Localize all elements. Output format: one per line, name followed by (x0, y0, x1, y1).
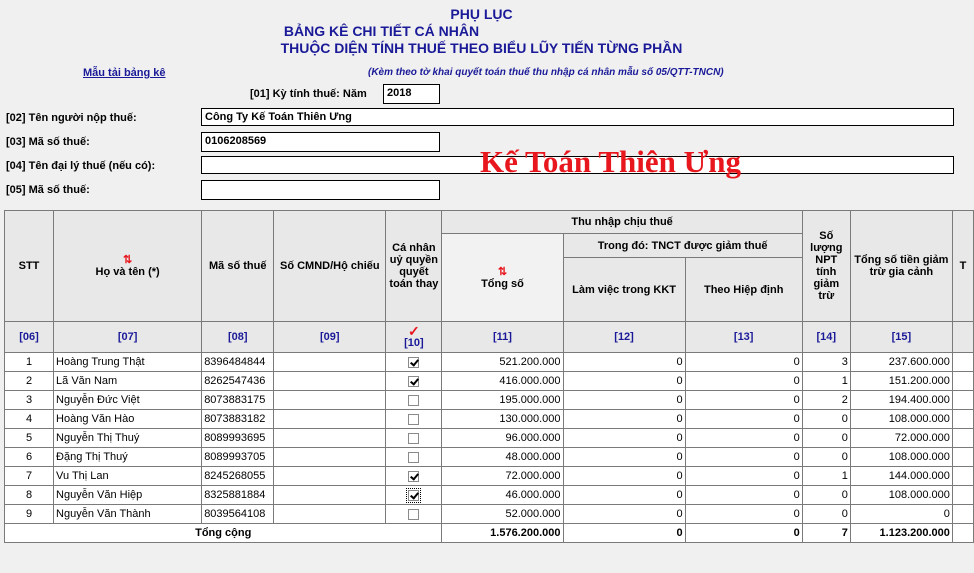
row-total-income[interactable]: 521.200.000 (442, 353, 563, 372)
row-deduction[interactable]: 72.000.000 (850, 429, 952, 448)
code-06: [06] (5, 322, 54, 353)
row-stt[interactable]: 6 (5, 448, 54, 467)
row-stt[interactable]: 3 (5, 391, 54, 410)
row-kkt[interactable]: 0 (563, 410, 685, 429)
authorized-checkbox[interactable] (408, 490, 419, 501)
row-id-number[interactable] (274, 467, 386, 486)
row-stt[interactable]: 7 (5, 467, 54, 486)
authorized-checkbox[interactable] (408, 376, 419, 387)
row-total-income[interactable]: 72.000.000 (442, 467, 563, 486)
taxcode-label: [03] Mã số thuế: (6, 136, 90, 148)
table-row[interactable] (5, 467, 974, 486)
row-id-number[interactable] (274, 372, 386, 391)
row-agreement[interactable]: 0 (685, 391, 802, 410)
row-extra (952, 486, 973, 505)
row-deduction[interactable]: 237.600.000 (850, 353, 952, 372)
authorized-checkbox[interactable] (408, 452, 419, 463)
form-note: (Kèm theo tờ khai quyết toán thuế thu nhập cá nhân mẫu số 05/QTT-TNCN) (368, 67, 724, 78)
row-authorized-checkbox (386, 391, 442, 410)
sort-icon[interactable]: ⇅ (497, 265, 508, 278)
row-dependents[interactable]: 0 (802, 486, 850, 505)
row-total-income[interactable]: 46.000.000 (442, 486, 563, 505)
table-row[interactable] (5, 486, 974, 505)
row-dependents[interactable]: 1 (802, 372, 850, 391)
period-year-input[interactable]: 2018 (383, 84, 440, 104)
code-08: [08] (202, 322, 274, 353)
row-total-income[interactable]: 195.000.000 (442, 391, 563, 410)
code-extra (952, 322, 973, 353)
row-extra (952, 429, 973, 448)
row-dependents[interactable]: 0 (802, 429, 850, 448)
title-detail-list: BẢNG KÊ CHI TIẾT CÁ NHÂN (283, 23, 480, 39)
code-14: [14] (802, 322, 850, 353)
row-agreement[interactable]: 0 (685, 467, 802, 486)
table-row[interactable] (5, 391, 974, 410)
tax-agent-label: [04] Tên đại lý thuế (nếu có): (6, 160, 156, 172)
total-kkt: 0 (563, 524, 685, 543)
authorized-checkbox[interactable] (408, 395, 419, 406)
total-label: Tổng cộng (5, 524, 442, 543)
row-agreement[interactable]: 0 (685, 448, 802, 467)
row-taxcode[interactable]: 8325881884 (202, 486, 274, 505)
row-kkt[interactable]: 0 (563, 448, 685, 467)
row-total-income[interactable]: 416.000.000 (442, 372, 563, 391)
row-deduction[interactable]: 0 (850, 505, 952, 524)
table-row[interactable] (5, 410, 974, 429)
row-kkt[interactable]: 0 (563, 467, 685, 486)
code-15: [15] (850, 322, 952, 353)
row-name[interactable]: Đặng Thị Thuý (54, 448, 202, 467)
row-extra (952, 448, 973, 467)
authorized-checkbox[interactable] (408, 414, 419, 425)
row-kkt[interactable]: 0 (563, 353, 685, 372)
row-id-number[interactable] (274, 448, 386, 467)
row-name[interactable]: Nguyễn Đức Việt (54, 391, 202, 410)
row-name[interactable]: Nguyễn Văn Hiệp (54, 486, 202, 505)
row-id-number[interactable] (274, 410, 386, 429)
header-reduced-income: Trong đó: TNCT được giảm thuế (563, 234, 802, 258)
row-kkt[interactable]: 0 (563, 372, 685, 391)
header-extra: T (952, 211, 973, 322)
header-taxable-income: Thu nhập chịu thuế (442, 211, 802, 234)
row-id-number[interactable] (274, 486, 386, 505)
row-deduction[interactable]: 108.000.000 (850, 410, 952, 429)
total-deduction: 1.123.200.000 (850, 524, 952, 543)
agent-taxcode-label: [05] Mã số thuế: (6, 184, 90, 196)
row-extra (952, 391, 973, 410)
authorized-checkbox[interactable] (408, 471, 419, 482)
row-authorized-checkbox (386, 353, 442, 372)
row-name[interactable]: Nguyễn Thị Thuý (54, 429, 202, 448)
row-id-number[interactable] (274, 505, 386, 524)
taxpayer-label: [02] Tên người nộp thuế: (6, 112, 137, 124)
header-authorized: Cá nhân uỷ quyền quyết toán thay (386, 211, 442, 322)
row-dependents[interactable]: 3 (802, 353, 850, 372)
row-dependents[interactable]: 2 (802, 391, 850, 410)
row-taxcode[interactable]: 8089993705 (202, 448, 274, 467)
row-taxcode[interactable]: 8262547436 (202, 372, 274, 391)
row-name[interactable]: Hoàng Văn Hào (54, 410, 202, 429)
table-row[interactable] (5, 505, 974, 524)
row-authorized-checkbox (386, 429, 442, 448)
header-taxcode: Mã số thuế (202, 211, 274, 322)
total-agreement: 0 (685, 524, 802, 543)
row-extra (952, 372, 973, 391)
code-07: [07] (54, 322, 202, 353)
code-13: [13] (685, 322, 802, 353)
row-total-income[interactable]: 96.000.000 (442, 429, 563, 448)
code-12: [12] (563, 322, 685, 353)
row-kkt[interactable]: 0 (563, 391, 685, 410)
table-row[interactable] (5, 448, 974, 467)
header-dependents: Số lượng NPT tính giảm trừ (802, 211, 850, 322)
row-authorized-checkbox (386, 410, 442, 429)
row-deduction[interactable]: 108.000.000 (850, 486, 952, 505)
authorized-checkbox[interactable] (408, 509, 419, 520)
total-income: 1.576.200.000 (442, 524, 563, 543)
row-taxcode[interactable]: 8245268055 (202, 467, 274, 486)
row-agreement[interactable]: 0 (685, 372, 802, 391)
row-dependents[interactable]: 1 (802, 467, 850, 486)
row-id-number[interactable] (274, 391, 386, 410)
header-id-number: Số CMND/Hộ chiếu (274, 211, 386, 322)
row-authorized-checkbox (386, 467, 442, 486)
row-id-number[interactable] (274, 429, 386, 448)
row-dependents[interactable]: 0 (802, 410, 850, 429)
row-deduction[interactable]: 151.200.000 (850, 372, 952, 391)
header-family-deduction: Tổng số tiền giảm trừ gia cảnh (850, 211, 952, 322)
taxcode-input[interactable]: 0106208569 (201, 132, 440, 152)
template-download-link[interactable]: Mẫu tải bảng kê (83, 67, 166, 79)
row-name[interactable]: Hoàng Trung Thật (54, 353, 202, 372)
row-deduction[interactable]: 194.400.000 (850, 391, 952, 410)
row-name[interactable]: Nguyễn Văn Thành (54, 505, 202, 524)
row-kkt[interactable]: 0 (563, 429, 685, 448)
row-extra (952, 505, 973, 524)
watermark-logo: Kế Toán Thiên Ưng (480, 144, 742, 179)
row-id-number[interactable] (274, 353, 386, 372)
total-dependents: 7 (802, 524, 850, 543)
row-stt[interactable]: 1 (5, 353, 54, 372)
authorized-checkbox[interactable] (408, 357, 419, 368)
table-row[interactable] (5, 429, 974, 448)
row-authorized-checkbox (386, 486, 442, 505)
row-stt[interactable]: 9 (5, 505, 54, 524)
row-deduction[interactable]: 108.000.000 (850, 448, 952, 467)
row-agreement[interactable]: 0 (685, 486, 802, 505)
employee-table (4, 210, 974, 543)
header-stt: STT (5, 211, 54, 322)
row-kkt[interactable]: 0 (563, 505, 685, 524)
row-taxcode[interactable]: 8073883182 (202, 410, 274, 429)
row-agreement[interactable]: 0 (685, 353, 802, 372)
authorized-checkbox[interactable] (408, 433, 419, 444)
row-stt[interactable]: 4 (5, 410, 54, 429)
row-deduction[interactable]: 144.000.000 (850, 467, 952, 486)
row-agreement[interactable]: 0 (685, 410, 802, 429)
row-extra (952, 467, 973, 486)
row-taxcode[interactable]: 8039564108 (202, 505, 274, 524)
code-11: [11] (442, 322, 563, 353)
title-appendix: PHỤ LỤC (450, 6, 513, 22)
select-all-check-icon[interactable]: ✓ (408, 323, 420, 339)
row-extra (952, 353, 973, 372)
title-progressive-tax: THUỘC DIỆN TÍNH THUẾ THEO BIỂU LŨY TIẾN TỪNG PHẦN (280, 40, 683, 56)
row-agreement[interactable]: 0 (685, 429, 802, 448)
row-authorized-checkbox (386, 448, 442, 467)
code-09: [09] (274, 322, 386, 353)
row-extra (952, 410, 973, 429)
row-taxcode[interactable]: 8073883175 (202, 391, 274, 410)
row-name[interactable]: Lã Văn Nam (54, 372, 202, 391)
row-stt[interactable]: 2 (5, 372, 54, 391)
header-name[interactable]: ⇅ Họ và tên (*) (54, 211, 202, 322)
row-dependents[interactable]: 0 (802, 448, 850, 467)
agent-taxcode-input[interactable] (201, 180, 440, 200)
row-dependents[interactable]: 0 (802, 505, 850, 524)
row-total-income[interactable]: 52.000.000 (442, 505, 563, 524)
row-taxcode[interactable]: 8396484844 (202, 353, 274, 372)
row-authorized-checkbox (386, 505, 442, 524)
period-label: [01] Kỳ tính thuế: Năm (250, 88, 367, 100)
table-row[interactable] (5, 353, 974, 372)
row-total-income[interactable]: 48.000.000 (442, 448, 563, 467)
row-stt[interactable]: 8 (5, 486, 54, 505)
row-name[interactable]: Vu Thị Lan (54, 467, 202, 486)
table-row[interactable] (5, 372, 974, 391)
sort-icon[interactable]: ⇅ (123, 254, 133, 266)
row-stt[interactable]: 5 (5, 429, 54, 448)
row-total-income[interactable]: 130.000.000 (442, 410, 563, 429)
row-agreement[interactable]: 0 (685, 505, 802, 524)
row-kkt[interactable]: 0 (563, 486, 685, 505)
header-total[interactable]: ⇅ Tổng số (442, 234, 563, 322)
code-10[interactable]: ✓ [10] (386, 322, 442, 353)
header-agreement: Theo Hiệp định (685, 258, 802, 322)
header-kkt: Làm việc trong KKT (563, 258, 685, 322)
row-authorized-checkbox (386, 372, 442, 391)
row-taxcode[interactable]: 8089993695 (202, 429, 274, 448)
taxpayer-name-input[interactable]: Công Ty Kế Toán Thiên Ưng (201, 108, 954, 126)
